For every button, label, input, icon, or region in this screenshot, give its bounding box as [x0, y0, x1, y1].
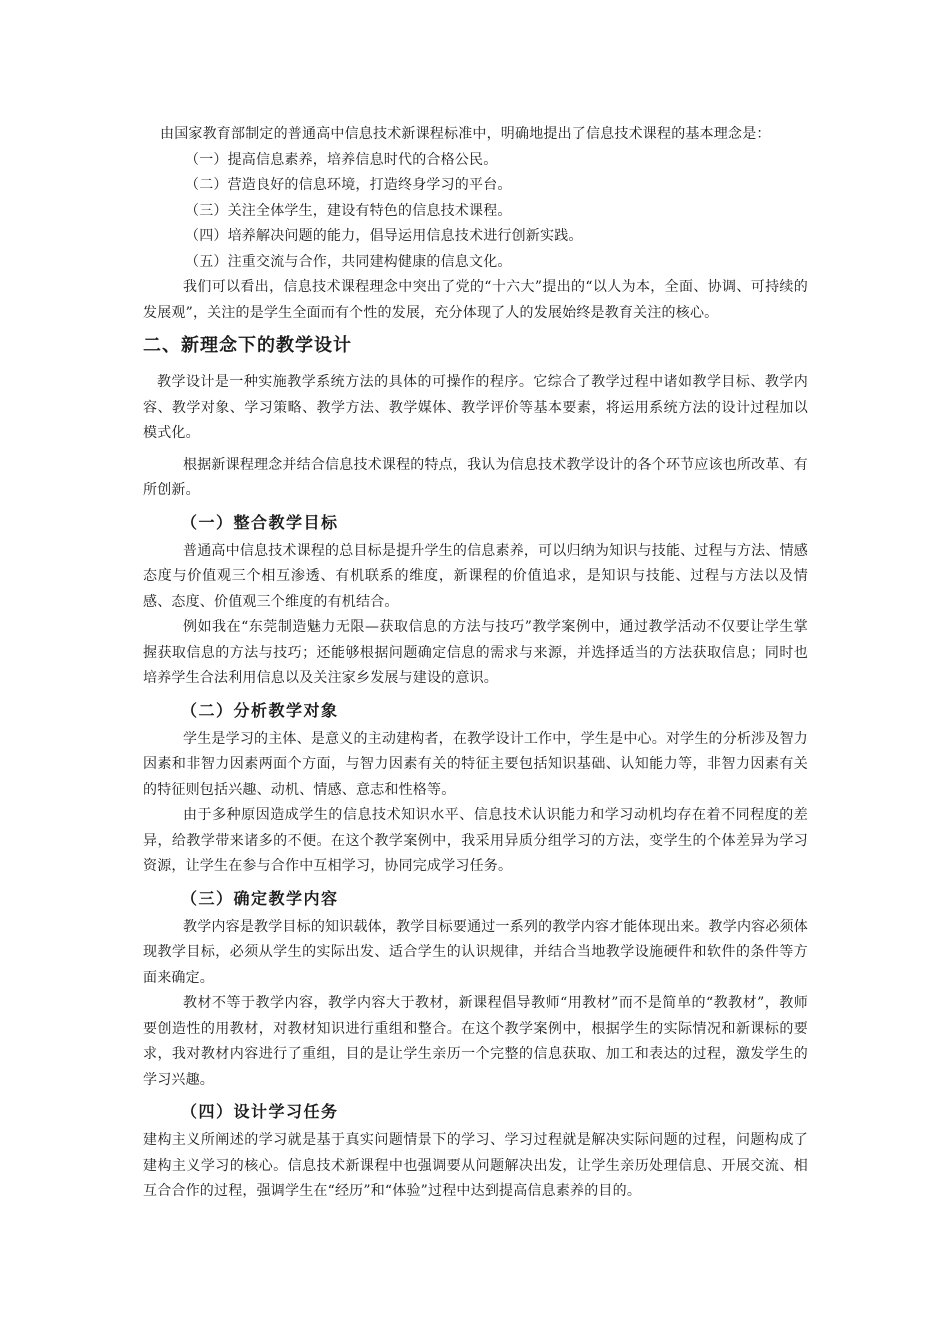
conclusion-paragraph: 我们可以看出，信息技术课程理念中突出了党的“十六大”提出的“以人为本，全面、协调、可持续的发展观”，关注的是学生全面而有个性的发展，充分体现了人的发展始终是教育关注的核心。 [143, 279, 808, 321]
subsection-heading-learners: （二）分析教学对象 [181, 700, 339, 720]
section-paragraph-1: 教学设计是一种实施教学系统方法的具体的可操作的程序。它综合了教学过程中诸如教学目标、教学内容、教学对象、学习策略、教学方法、教学媒体、教学评价等基本要素，将运用系统方法的设计过程加以模式化。 [143, 374, 808, 441]
subsection-heading-tasks: （四）设计学习任务 [181, 1102, 339, 1121]
idea-item-3: （三）关注全体学生，建设有特色的信息技术课程。 [185, 202, 512, 219]
intro-paragraph: 由国家教育部制定的普通高中信息技术新课程标准中，明确地提出了信息技术课程的基本理念是： [160, 126, 771, 142]
idea-item-2: （二）营造良好的信息环境，打造终身学习的平台。 [185, 177, 512, 193]
section-paragraph-2: 根据新课程理念并结合信息技术课程的特点，我认为信息技术教学设计的各个环节应该也所改革、有所创新。 [143, 456, 808, 498]
section-heading: 二、新理念下的教学设计 [143, 335, 352, 356]
content-paragraph-2: 教材不等于教学内容，教学内容大于教材，新课程倡导教师“用教材”而不是简单的“教教材”，教师要创造性的用教材，对教材知识进行重组和整合。在这个教学案例中，根据学生的实际情况和新课标的要求，我对教材内容进行了重组，目的是让学生亲历一个完整的信息获取、加工和表达的过程，激发学生的学习兴趣。 [143, 995, 808, 1088]
goals-paragraph-1: 普通高中信息技术课程的总目标是提升学生的信息素养，可以归纳为知识与技能、过程与方法、情感态度与价值观三个相互渗透、有机联系的维度，新课程的价值追求，是知识与技能、过程与方法以及情感、态度、价值观三个维度的有机结合。 [143, 542, 808, 610]
idea-item-1: （一）提高信息素养，培养信息时代的合格公民。 [185, 151, 498, 168]
idea-item-4: （四）培养解决问题的能力，倡导运用信息技术进行创新实践。 [185, 228, 583, 244]
subsection-heading-content: （三）确定教学内容 [181, 888, 339, 908]
tasks-paragraph-1: 建构主义所阐述的学习就是基于真实问题情景下的学习、学习过程就是解决实际问题的过程，问题构成了建构主义学习的核心。信息技术新课程中也强调要从问题解决出发，让学生亲历处理信息、开展交流、相互合合作的过程，强调学生在“经历”和“体验”过程中达到提高信息素养的目的。 [143, 1132, 808, 1199]
idea-item-5: （五）注重交流与合作，共同建构健康的信息文化。 [185, 253, 512, 270]
learners-paragraph-1: 学生是学习的主体、是意义的主动建构者，在教学设计工作中，学生是中心。对学生的分析涉及智力因素和非智力因素两面个方面，与智力因素有关的特征主要包括知识基础、认知能力等，非智力因素有关的特征则包括兴趣、动机、情感、意志和性格等。 [143, 730, 808, 798]
document-page [143, 122, 808, 1205]
content-paragraph-1: 教学内容是教学目标的知识载体，教学目标要通过一系列的教学内容才能体现出来。教学内容必须体现教学目标，必须从学生的实际出发、适合学生的认识规律，并结合当地教学设施硬件和软件的条件等方面来确定。 [143, 918, 808, 986]
subsection-heading-goals: （一）整合教学目标 [181, 512, 339, 532]
learners-paragraph-2: 由于多种原因造成学生的信息技术知识水平、信息技术认识能力和学习动机均存在着不同程度的差异，给教学带来诸多的不便。在这个教学案例中，我采用异质分组学习的方法，变学生的个体差异为学习资源，让学生在参与合作中互相学习，协同完成学习任务。 [143, 807, 808, 874]
goals-paragraph-2: 例如我在“东莞制造魅力无限—获取信息的方法与技巧”教学案例中，通过教学活动不仅要让学生掌握获取信息的方法与技巧；还能够根据问题确定信息的需求与来源，并选择适当的方法获取信息；同时也培养学生合法利用信息以及关注家乡发展与建设的意识。 [143, 619, 808, 686]
